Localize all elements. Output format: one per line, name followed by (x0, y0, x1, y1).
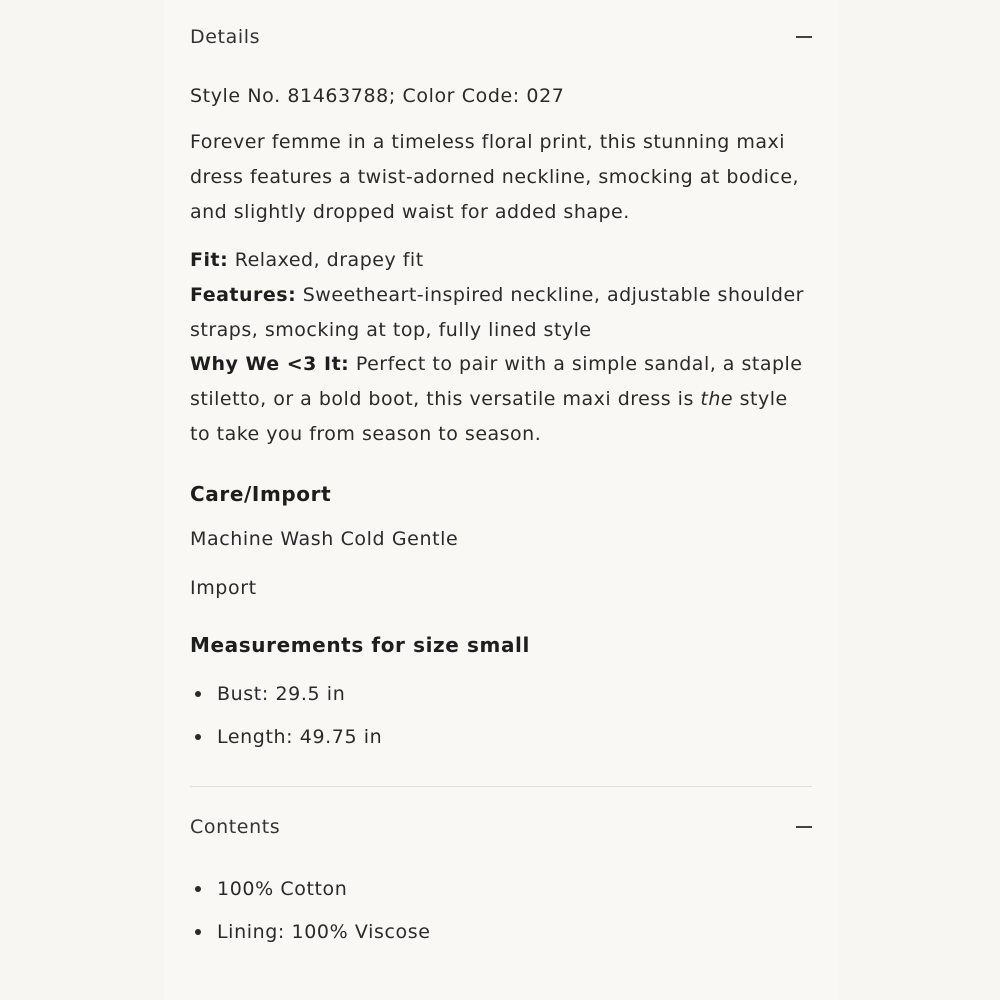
bullet-icon (195, 929, 201, 935)
measurement-bust: Bust: 29.5 in (217, 683, 346, 705)
why-we-love-it-line (190, 347, 812, 451)
bullet-icon (195, 691, 201, 697)
features-label: Features: (190, 283, 297, 306)
why-label: Why We <3 It: (190, 353, 350, 376)
section-divider (190, 786, 812, 787)
why-value-before: Perfect to pair with a simple sandal, a staple stiletto, or a bold boot, this versatile maxi dress is (190, 353, 803, 411)
list-item (190, 876, 812, 902)
collapse-minus-icon[interactable] (796, 826, 812, 828)
measurements-list-2 (190, 724, 812, 750)
measurement-length: Length: 49.75 in (217, 726, 383, 748)
why-value-after: style to take you from season to season. (190, 388, 788, 445)
details-accordion-header[interactable] (190, 25, 812, 49)
content-item: 100% Cotton (217, 878, 348, 900)
import-line: Import (190, 577, 257, 599)
list-item (190, 724, 812, 750)
bullet-icon (195, 734, 201, 740)
style-number-line: Style No. 81463788; Color Code: 027 (190, 85, 565, 107)
product-description: Forever femme in a timeless floral print, this stunning maxi dress features a twist-adorned neckline, smocking at bodice, and slightly dropped waist for added shape. (190, 131, 800, 223)
measurements-heading: Measurements for size small (190, 633, 530, 657)
measurements-list (190, 681, 812, 707)
contents-list (190, 876, 812, 902)
contents-list-2 (190, 919, 812, 945)
features-value: Sweetheart-inspired neckline, adjustable shoulder straps, smocking at top, fully lined style (190, 283, 804, 341)
care-instructions: Machine Wash Cold Gentle (190, 528, 459, 550)
contents-accordion-header[interactable] (190, 815, 812, 839)
care-import-heading: Care/Import (190, 482, 332, 506)
fit-value: Relaxed, drapey fit (228, 249, 424, 271)
collapse-minus-icon[interactable] (796, 36, 812, 38)
list-item (190, 919, 812, 945)
list-item (190, 681, 812, 707)
features-line (190, 278, 812, 348)
fit-label: Fit: (190, 249, 229, 271)
content-item: Lining: 100% Viscose (217, 921, 431, 943)
why-value-emphasis: the (700, 388, 734, 411)
fit-line (190, 243, 812, 278)
bullet-icon (195, 886, 201, 892)
details-header-label: Details (190, 26, 261, 48)
product-attributes (190, 243, 812, 452)
contents-header-label: Contents (190, 816, 281, 838)
